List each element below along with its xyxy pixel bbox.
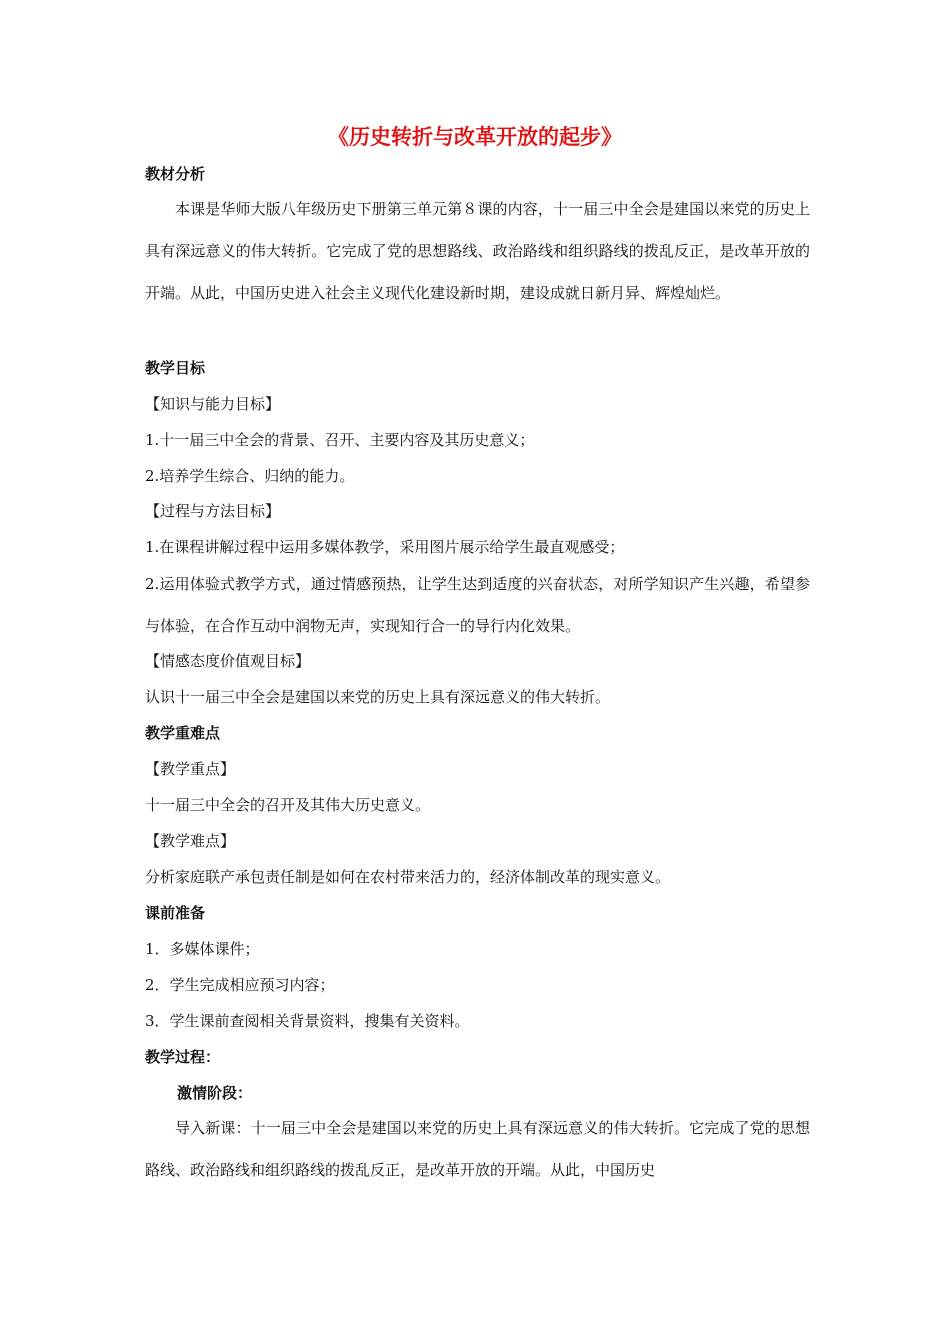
heading-key-points: 教学重难点 — [145, 724, 221, 742]
process-goal-item: 2.运用体验式教学方式，通过情感预热，让学生达到适度的兴奋状态，对所学知识产生兴趣，希望参与体验，在合作互动中润物无声，实现知行合一的导行内化效果。 — [145, 575, 810, 635]
analysis-paragraph: 本课是华师大版八年级历史下册第三单元第８课的内容，十一届三中全会是建国以来党的历史上具有深远意义的伟大转折。它完成了党的思想路线、政治路线和组织路线的拨乱反正，是改革开放的开端。从此，中国历史进入社会主义现代化建设新时期，建设成就日新月异、辉煌灿烂。 — [145, 200, 810, 302]
knowledge-goal-label: 【知识与能力目标】 — [145, 395, 281, 413]
heading-preparation: 课前准备 — [145, 904, 206, 922]
knowledge-goal-item: 2.培养学生综合、归纳的能力。 — [145, 467, 355, 485]
preparation-item: 1．多媒体课件； — [145, 940, 260, 958]
heading-process: 教学过程： — [145, 1048, 221, 1066]
knowledge-goal-item: 1.十一届三中全会的背景、召开、主要内容及其历史意义； — [145, 431, 535, 449]
heading-goals: 教学目标 — [145, 359, 206, 377]
focus-item: 十一届三中全会的召开及其伟大历史意义。 — [145, 796, 431, 814]
focus-label: 【教学重点】 — [145, 760, 236, 778]
stage-heading: 激情阶段： — [177, 1084, 253, 1102]
preparation-item: 2．学生完成相应预习内容； — [145, 976, 335, 994]
emotion-goal-item: 认识十一届三中全会是建国以来党的历史上具有深远意义的伟大转折。 — [145, 688, 611, 706]
process-goal-item: 1.在课程讲解过程中运用多媒体教学，采用图片展示给学生最直观感受； — [145, 538, 625, 556]
difficulty-item: 分析家庭联产承包责任制是如何在农村带来活力的，经济体制改革的现实意义。 — [145, 868, 671, 886]
process-goal-label: 【过程与方法目标】 — [145, 502, 281, 520]
process-intro-paragraph: 导入新课：十一届三中全会是建国以来党的历史上具有深远意义的伟大转折。它完成了党的思想路线、政治路线和组织路线的拨乱反正，是改革开放的开端。从此，中国历史 — [145, 1119, 810, 1179]
preparation-item: 3．学生课前查阅相关背景资料，搜集有关资料。 — [145, 1012, 470, 1030]
emotion-goal-label: 【情感态度价值观目标】 — [145, 652, 311, 670]
heading-analysis: 教材分析 — [145, 165, 206, 183]
difficulty-label: 【教学难点】 — [145, 832, 236, 850]
document-title: 《历史转折与改革开放的起步》 — [328, 125, 622, 149]
